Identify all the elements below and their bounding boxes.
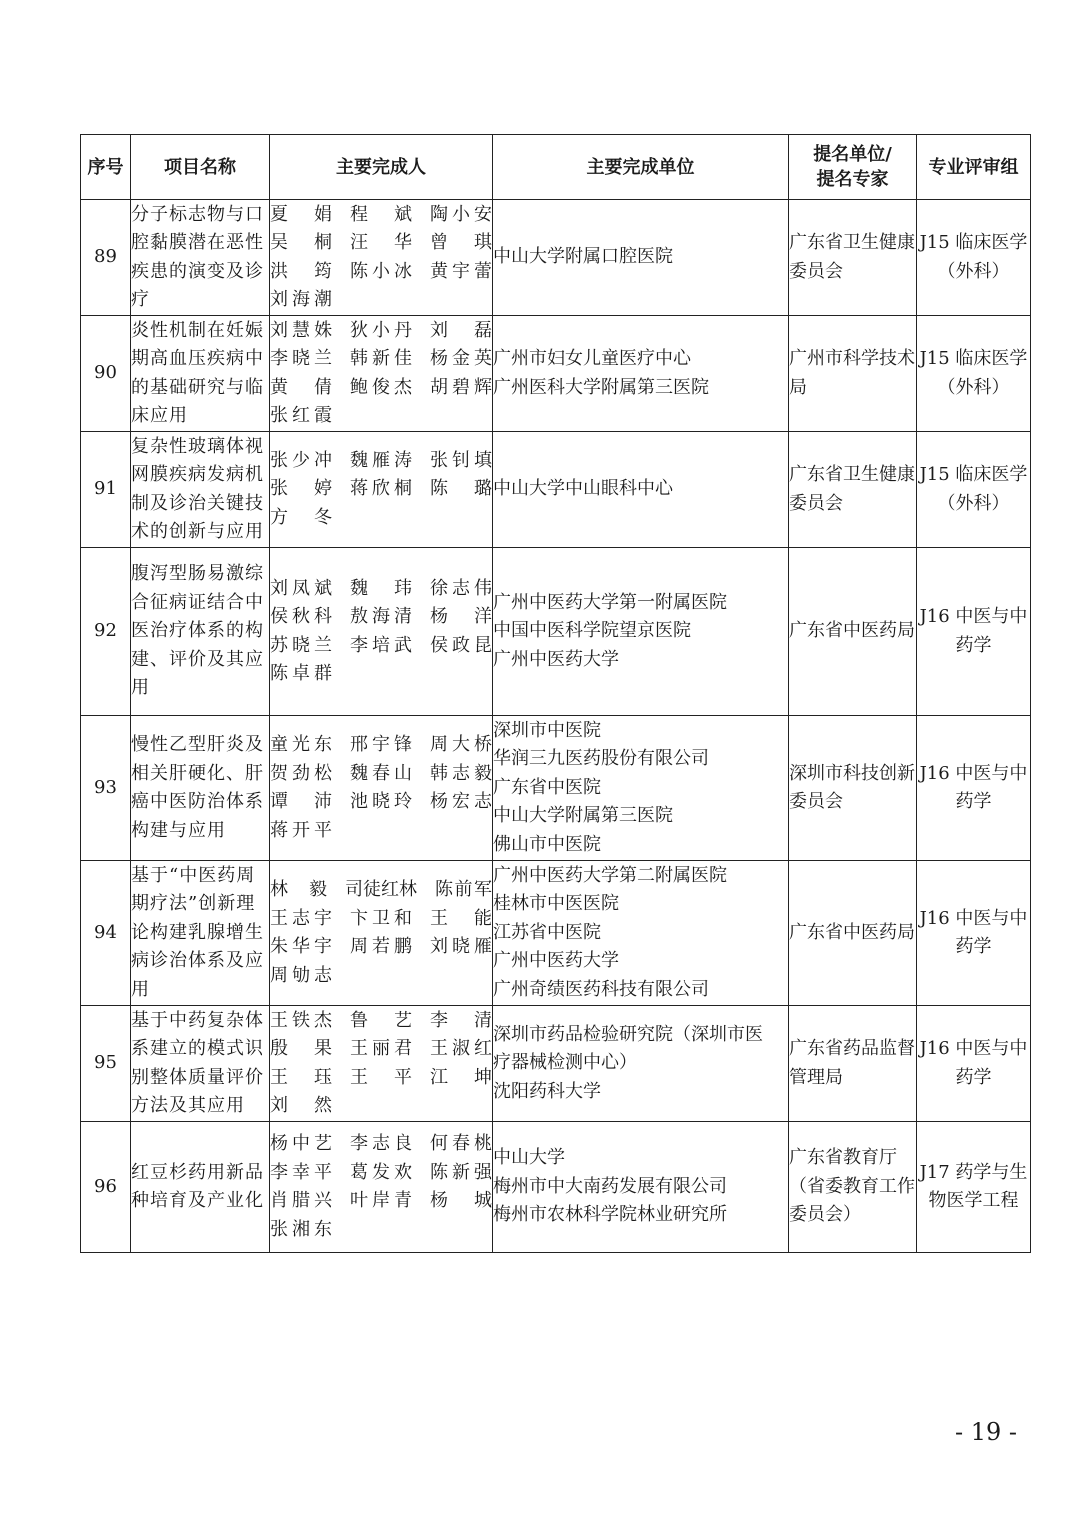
unit-name: 中山大学附属口腔医院 [493,246,673,268]
contributor-name [350,1092,412,1121]
contributor-name: 陈新强 [430,1161,492,1183]
page-number: - 19 - [955,1418,1018,1446]
contributor-name: 黄宇蕾 [430,260,492,282]
review-group: J15 临床医学（外科） [917,316,1031,432]
contributors-line [270,876,492,905]
contributor-name: 刘慧姝 [270,319,332,341]
table-row [81,1006,1031,1122]
unit-name: 华润三九医药股份有限公司 [493,748,709,770]
row-seq: 90 [81,316,131,432]
contributor-name: 张钊填 [430,449,492,471]
contributor-name: 张红霞 [270,405,332,426]
nominator: 广东省卫生健康委员会 [789,200,917,316]
contributor-name [350,660,412,689]
contributor-name: 侯政昆 [430,634,492,656]
contributor-name: 谭 沛 [270,791,332,812]
contributor-name: 周劬志 [270,964,332,986]
project-name: 分子标志物与口腔黏膜潜在恶性疾患的演变及诊疗 [131,200,270,316]
contributors-line [270,229,492,258]
contributor-name: 林 毅 [270,879,327,900]
contributor-name [430,1216,492,1245]
contributors-cell [270,432,493,548]
contributor-name: 胡碧辉 [430,376,492,398]
contributor-name: 童光东 [270,734,332,755]
unit-name: 中国中医科学院望京医院 [493,620,691,642]
table-row [81,432,1031,548]
contributors-line [270,962,492,991]
contributors-cell [270,1006,493,1122]
contributor-name [430,402,492,431]
contributors-line [270,731,492,760]
contributors-line [270,1216,492,1245]
unit-name: 深圳市中医院 [493,719,601,741]
contributors-line [270,475,492,504]
row-seq: 96 [81,1122,131,1253]
contributor-name [350,817,412,846]
contributor-name [430,1092,492,1121]
table-row [81,316,1031,432]
unit-name: 疗器械检测中心） [493,1052,637,1074]
contributor-name: 张 婷 [270,478,332,500]
header-main-units: 主要完成单位 [493,135,789,200]
contributor-name [430,504,492,533]
unit-name: 广州中医药大学 [493,648,619,670]
contributors-cell [270,1122,493,1253]
unit-name: 中山大学 [493,1147,565,1169]
contributor-name [430,286,492,315]
header-main-contributors: 主要完成人 [270,135,493,200]
unit-name: 深圳市药品检验研究院（深圳市医 [493,1023,763,1045]
contributor-name [350,402,412,431]
contributor-name: 葛发欢 [350,1161,412,1183]
contributors-line [270,788,492,817]
project-name: 红豆杉药用新品种培育及产业化 [131,1122,270,1253]
contributor-name: 魏雁涛 [350,449,412,471]
row-seq: 94 [81,861,131,1006]
contributor-name: 方 冬 [270,506,332,528]
contributor-name: 杨中艺 [270,1133,332,1154]
row-seq: 89 [81,200,131,316]
contributors-line [270,632,492,661]
contributors-line [270,575,492,604]
contributor-name: 李 清 [430,1009,492,1031]
contributor-name: 叶岸青 [350,1190,412,1211]
contributor-name: 陈前军 [435,879,492,900]
project-name: 炎性机制在妊娠期高血压疾病中的基础研究与临床应用 [131,316,270,432]
units-cell [493,1006,789,1122]
contributors-line [270,1159,492,1188]
unit-name: 广州医科大学附属第三医院 [493,376,709,398]
table-row [81,716,1031,861]
contributors-line [270,1007,492,1036]
contributor-name: 徐志伟 [430,577,492,599]
contributors-line [270,317,492,346]
nominator: 广东省教育厅（省委教育工作委员会） [789,1122,917,1253]
contributors-line [270,345,492,374]
units-cell [493,200,789,316]
contributor-name: 肖腊兴 [270,1190,332,1211]
contributors-cell [270,548,493,716]
unit-name: 广东省中医院 [493,776,601,798]
contributors-line [270,1092,492,1121]
contributors-line [270,258,492,287]
units-cell [493,1122,789,1253]
contributor-name: 何春桃 [430,1133,492,1154]
contributor-name: 苏晓兰 [270,634,332,656]
contributor-name [350,962,412,991]
unit-name: 中山大学附属第三医院 [493,805,673,827]
review-group: J15 临床医学（外科） [917,432,1031,548]
contributors-cell [270,861,493,1006]
unit-name: 沈阳药科大学 [493,1080,601,1102]
header-seq: 序号 [81,135,131,200]
contributor-name [350,286,412,315]
contributor-name: 张湘东 [270,1218,332,1240]
units-cell [493,548,789,716]
nominator: 广东省中医药局 [789,861,917,1006]
contributor-name: 韩志毅 [430,762,492,784]
contributor-name: 王 能 [430,907,492,929]
contributor-name: 陈小冰 [350,260,412,282]
unit-name: 梅州市中大南药发展有限公司 [493,1175,727,1197]
review-group: J17 药学与生物医学工程 [917,1122,1031,1253]
contributor-name: 贺劲松 [270,762,332,784]
units-cell [493,316,789,432]
contributor-name: 杨宏志 [430,791,492,812]
unit-name: 广州奇绩医药科技有限公司 [493,978,709,1000]
contributor-name: 王丽君 [350,1038,412,1059]
contributor-name: 洪 筠 [270,260,332,282]
review-group: J16 中医与中药学 [917,861,1031,1006]
review-group: J16 中医与中药学 [917,716,1031,861]
contributor-name: 韩新佳 [350,348,412,369]
contributor-name: 李志良 [350,1133,412,1154]
contributor-name: 侯秋科 [270,606,332,627]
contributor-name: 汪 华 [350,232,412,253]
contributor-name: 江 坤 [430,1066,492,1088]
contributor-name [350,1216,412,1245]
contributors-line [270,374,492,403]
contributor-name: 鲁 艺 [350,1009,412,1031]
contributor-name: 池晓玲 [350,791,412,812]
units-cell [493,432,789,548]
nominator: 广州市科学技术局 [789,316,917,432]
contributor-name: 司徒红林 [345,879,417,900]
contributor-name: 刘海潮 [270,289,332,310]
table-row [81,548,1031,716]
contributor-name: 周大桥 [430,734,492,755]
unit-name: 桂林市中医医院 [493,893,619,915]
project-name: 基于中药复杂体系建立的模式识别整体质量评价方法及其应用 [131,1006,270,1122]
contributors-line [270,1187,492,1216]
contributor-name: 刘 然 [270,1095,332,1116]
contributor-name: 杨金英 [430,348,492,369]
contributors-line [270,603,492,632]
contributor-name: 刘凤斌 [270,577,332,599]
units-cell [493,861,789,1006]
awards-table [80,134,1031,1253]
project-name: 慢性乙型肝炎及相关肝硬化、肝癌中医防治体系构建与应用 [131,716,270,861]
contributors-cell [270,200,493,316]
nominator: 广东省卫生健康委员会 [789,432,917,548]
contributor-name: 曾 琪 [430,232,492,253]
contributor-name: 王淑红 [430,1038,492,1059]
contributors-line [270,1064,492,1093]
contributors-line [270,504,492,533]
project-name: 腹泻型肠易激综合征病证结合中医治疗体系的构建、评价及其应用 [131,548,270,716]
nominator: 深圳市科技创新委员会 [789,716,917,861]
contributor-name: 王 平 [350,1066,412,1088]
contributor-name: 王 珏 [270,1066,332,1088]
unit-name: 中山大学中山眼科中心 [493,478,673,500]
contributor-name: 蒋欣桐 [350,478,412,500]
contributor-name: 程 斌 [350,203,412,225]
contributors-line [270,201,492,230]
table-row [81,200,1031,316]
contributor-name: 吴 桐 [270,232,332,253]
contributor-name: 刘 磊 [430,319,492,341]
units-cell [493,716,789,861]
contributors-line [270,1035,492,1064]
review-group: J16 中医与中药学 [917,1006,1031,1122]
unit-name: 佛山市中医院 [493,833,601,855]
row-seq: 91 [81,432,131,548]
table-row [81,861,1031,1006]
contributor-name: 刘晓雁 [430,936,492,957]
contributors-line [270,817,492,846]
unit-name: 广州市妇女儿童医疗中心 [493,348,691,369]
header-project-name: 项目名称 [131,135,270,200]
contributor-name: 杨 洋 [430,606,492,627]
contributor-name: 陈卓群 [270,663,332,684]
contributor-name [430,817,492,846]
contributor-name: 魏春山 [350,762,412,784]
row-seq: 92 [81,548,131,716]
contributor-name: 王志宇 [270,907,332,929]
contributor-name: 朱华宇 [270,936,332,957]
contributor-name: 魏 玮 [350,577,412,599]
row-seq: 93 [81,716,131,861]
contributor-name: 卞卫和 [350,907,412,929]
contributors-line [270,402,492,431]
header-review-group: 专业评审组 [917,135,1031,200]
contributor-name: 陶小安 [430,203,492,225]
contributor-name: 王铁杰 [270,1009,332,1031]
contributor-name: 邢宇锋 [350,734,412,755]
unit-name: 广州中医药大学 [493,950,619,972]
contributors-cell [270,316,493,432]
contributors-line [270,933,492,962]
contributor-name: 杨 城 [430,1190,492,1211]
nominator: 广东省中医药局 [789,548,917,716]
contributor-name: 李培武 [350,634,412,656]
contributor-name [430,962,492,991]
contributor-name: 殷 果 [270,1038,332,1059]
contributor-name: 陈 璐 [430,478,492,500]
contributors-line [270,905,492,934]
project-name: 复杂性玻璃体视网膜疾病发病机制及诊治关键技术的创新与应用 [131,432,270,548]
contributor-name: 敖海清 [350,606,412,627]
nominator: 广东省药品监督管理局 [789,1006,917,1122]
review-group: J15 临床医学（外科） [917,200,1031,316]
contributor-name: 李幸平 [270,1161,332,1183]
row-seq: 95 [81,1006,131,1122]
contributor-name: 黄 倩 [270,376,332,398]
unit-name: 梅州市农林科学院林业研究所 [493,1204,727,1226]
table-header-row [81,135,1031,200]
review-group: J16 中医与中药学 [917,548,1031,716]
contributors-line [270,660,492,689]
unit-name: 广州中医药大学第一附属医院 [493,591,727,613]
header-nominator: 提名单位/ 提名专家 [789,135,917,200]
contributors-line [270,447,492,476]
contributor-name: 狄小丹 [350,319,412,341]
contributors-line [270,760,492,789]
contributor-name: 张少冲 [270,449,332,471]
contributor-name: 李晓兰 [270,348,332,369]
contributor-name: 夏 娟 [270,203,332,225]
project-name: 基于“中医药周期疗法”创新理论构建乳腺增生病诊治体系及应用 [131,861,270,1006]
contributor-name: 蒋开平 [270,819,332,841]
unit-name: 江苏省中医院 [493,921,601,943]
contributor-name [430,660,492,689]
table-row [81,1122,1031,1253]
contributor-name: 周若鹏 [350,936,412,957]
contributors-cell [270,716,493,861]
unit-name: 广州中医药大学第二附属医院 [493,864,727,886]
contributor-name [350,504,412,533]
contributors-line [270,286,492,315]
contributors-line [270,1130,492,1159]
contributor-name: 鲍俊杰 [350,376,412,398]
